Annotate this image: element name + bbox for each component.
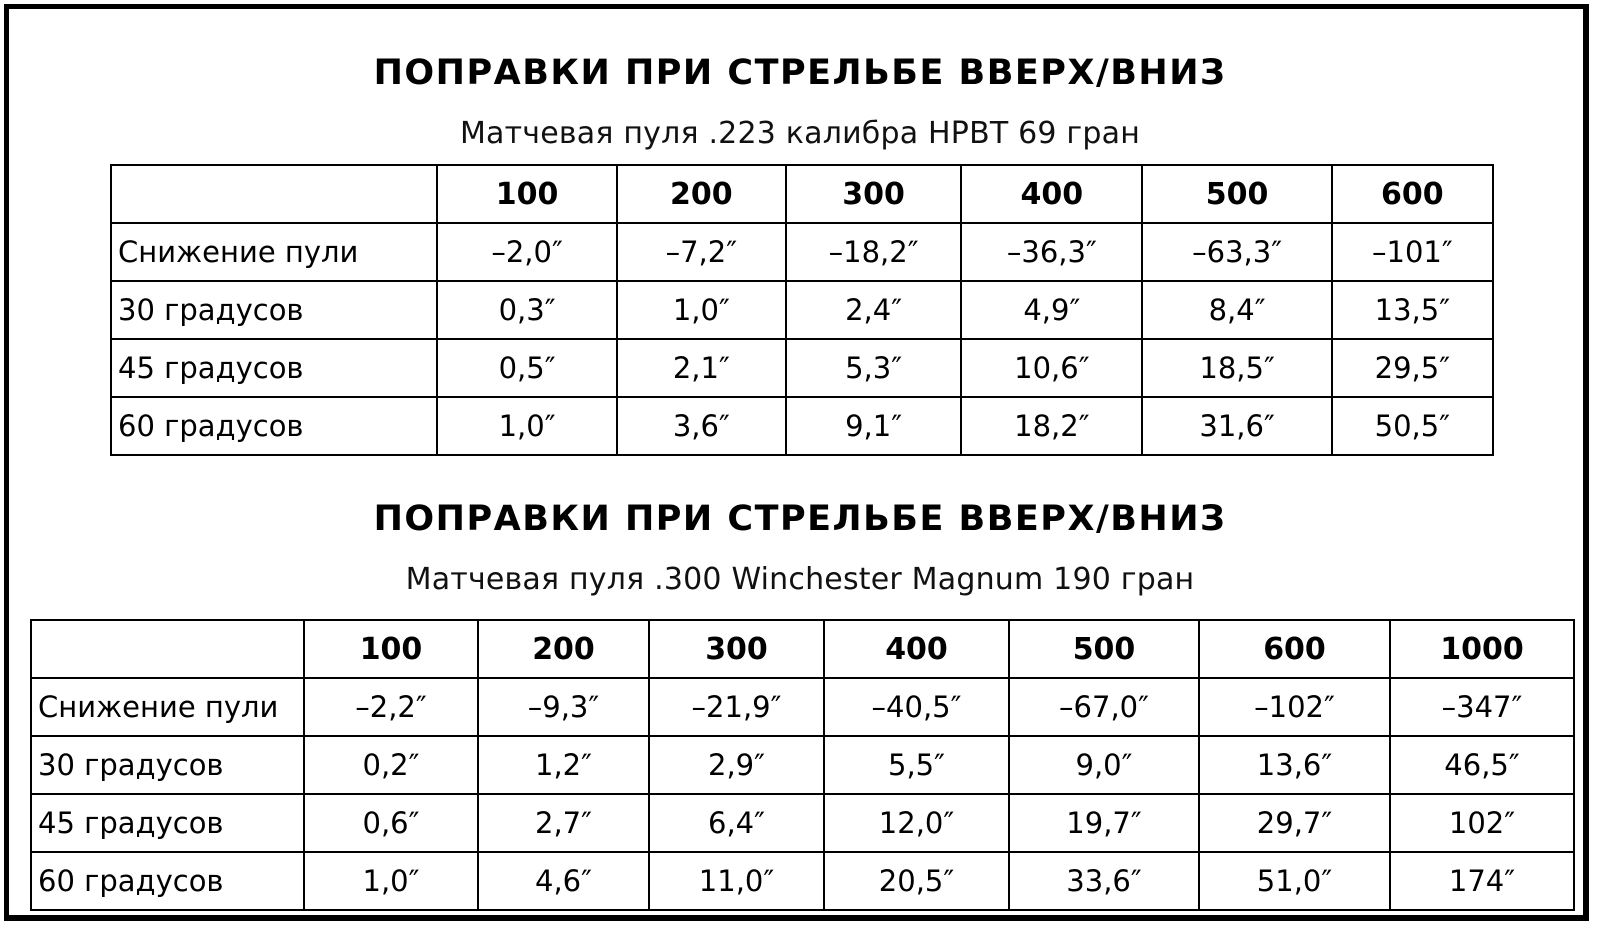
table-row bbox=[31, 794, 1574, 852]
table-cell: 20,5″ bbox=[824, 852, 1009, 910]
table-cell: 1,0″ bbox=[437, 397, 616, 455]
table-cell: 0,2″ bbox=[304, 736, 478, 794]
table-cell: 31,6″ bbox=[1142, 397, 1331, 455]
table-cell: 18,2″ bbox=[961, 397, 1142, 455]
header-cell-empty bbox=[31, 620, 304, 678]
table-cell: –67,0″ bbox=[1009, 678, 1199, 736]
row-label: 60 градусов bbox=[111, 397, 437, 455]
table-cell: –18,2″ bbox=[786, 223, 961, 281]
header-cell: 600 bbox=[1199, 620, 1390, 678]
table-cell: –40,5″ bbox=[824, 678, 1009, 736]
header-cell: 400 bbox=[824, 620, 1009, 678]
table-cell: –347″ bbox=[1390, 678, 1574, 736]
table-cell: 174″ bbox=[1390, 852, 1574, 910]
header-cell: 500 bbox=[1142, 165, 1331, 223]
table-cell: 29,5″ bbox=[1332, 339, 1493, 397]
header-row bbox=[111, 165, 1493, 223]
row-label: Снижение пули bbox=[111, 223, 437, 281]
table-cell: 4,6″ bbox=[478, 852, 649, 910]
table-row bbox=[111, 397, 1493, 455]
table-cell: –63,3″ bbox=[1142, 223, 1331, 281]
header-cell: 1000 bbox=[1390, 620, 1574, 678]
corrections-table-300wm bbox=[30, 619, 1575, 911]
table-cell: 1,2″ bbox=[478, 736, 649, 794]
table-cell: –21,9″ bbox=[649, 678, 824, 736]
table-subtitle: Матчевая пуля .223 калибра HPBT 69 гран bbox=[459, 116, 1141, 151]
table-row bbox=[31, 736, 1574, 794]
table-cell: 9,1″ bbox=[786, 397, 961, 455]
table-cell: 5,5″ bbox=[824, 736, 1009, 794]
row-label: 60 градусов bbox=[31, 852, 304, 910]
header-cell: 300 bbox=[649, 620, 824, 678]
table-title: ПОПРАВКИ ПРИ СТРЕЛЬБЕ ВВЕРХ/ВНИЗ bbox=[373, 53, 1227, 93]
table-cell: 2,9″ bbox=[649, 736, 824, 794]
header-cell: 200 bbox=[478, 620, 649, 678]
table-cell: 29,7″ bbox=[1199, 794, 1390, 852]
corrections-table-223 bbox=[110, 164, 1494, 456]
table-cell: 19,7″ bbox=[1009, 794, 1199, 852]
header-cell: 200 bbox=[617, 165, 786, 223]
table-subtitle: Матчевая пуля .300 Winchester Magnum 190 гран bbox=[405, 562, 1195, 597]
table-cell: 0,3″ bbox=[437, 281, 616, 339]
table-row bbox=[111, 339, 1493, 397]
row-label: 30 градусов bbox=[111, 281, 437, 339]
table-cell: 18,5″ bbox=[1142, 339, 1331, 397]
table-row bbox=[31, 678, 1574, 736]
table-cell: 13,5″ bbox=[1332, 281, 1493, 339]
header-cell: 500 bbox=[1009, 620, 1199, 678]
table-cell: –2,2″ bbox=[304, 678, 478, 736]
header-row bbox=[31, 620, 1574, 678]
table-cell: 5,3″ bbox=[786, 339, 961, 397]
table-cell: 102″ bbox=[1390, 794, 1574, 852]
table-cell: 50,5″ bbox=[1332, 397, 1493, 455]
header-cell: 100 bbox=[304, 620, 478, 678]
header-cell: 300 bbox=[786, 165, 961, 223]
table-cell: 6,4″ bbox=[649, 794, 824, 852]
table-cell: –2,0″ bbox=[437, 223, 616, 281]
header-cell-empty bbox=[111, 165, 437, 223]
table-cell: 2,1″ bbox=[617, 339, 786, 397]
row-label: Снижение пули bbox=[31, 678, 304, 736]
table-cell: –7,2″ bbox=[617, 223, 786, 281]
table-cell: 12,0″ bbox=[824, 794, 1009, 852]
table-row bbox=[111, 223, 1493, 281]
table-cell: 4,9″ bbox=[961, 281, 1142, 339]
table-cell: 1,0″ bbox=[304, 852, 478, 910]
table-cell: 1,0″ bbox=[617, 281, 786, 339]
header-cell: 400 bbox=[961, 165, 1142, 223]
table-cell: 9,0″ bbox=[1009, 736, 1199, 794]
table-cell: 3,6″ bbox=[617, 397, 786, 455]
table-cell: –101″ bbox=[1332, 223, 1493, 281]
table-cell: 2,7″ bbox=[478, 794, 649, 852]
table-cell: –36,3″ bbox=[961, 223, 1142, 281]
table-cell: –102″ bbox=[1199, 678, 1390, 736]
table-cell: 13,6″ bbox=[1199, 736, 1390, 794]
row-label: 30 градусов bbox=[31, 736, 304, 794]
table-cell: 0,6″ bbox=[304, 794, 478, 852]
header-cell: 600 bbox=[1332, 165, 1493, 223]
header-cell: 100 bbox=[437, 165, 616, 223]
table-cell: –9,3″ bbox=[478, 678, 649, 736]
table-cell: 11,0″ bbox=[649, 852, 824, 910]
table-cell: 51,0″ bbox=[1199, 852, 1390, 910]
table-row bbox=[111, 281, 1493, 339]
table-cell: 2,4″ bbox=[786, 281, 961, 339]
table-cell: 33,6″ bbox=[1009, 852, 1199, 910]
table-title: ПОПРАВКИ ПРИ СТРЕЛЬБЕ ВВЕРХ/ВНИЗ bbox=[373, 499, 1227, 539]
table-cell: 0,5″ bbox=[437, 339, 616, 397]
row-label: 45 градусов bbox=[31, 794, 304, 852]
table-row bbox=[31, 852, 1574, 910]
table-cell: 10,6″ bbox=[961, 339, 1142, 397]
table-cell: 8,4″ bbox=[1142, 281, 1331, 339]
row-label: 45 градусов bbox=[111, 339, 437, 397]
table-cell: 46,5″ bbox=[1390, 736, 1574, 794]
